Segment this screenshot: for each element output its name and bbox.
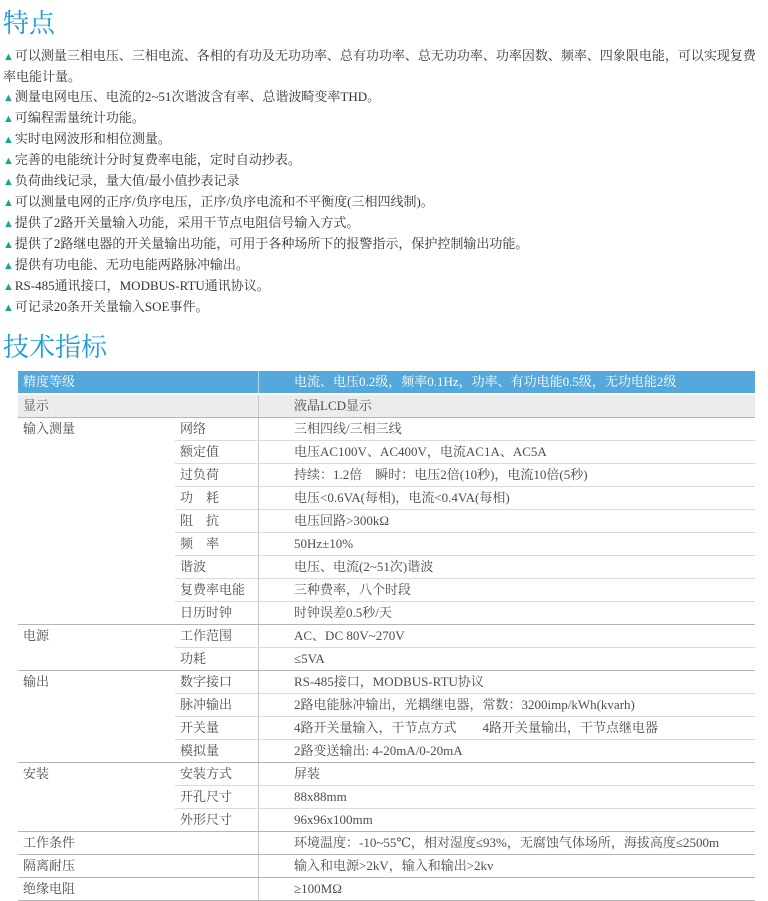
spec-value: 电压<0.6VA(每相)，电流<0.4VA(每相) <box>258 487 755 509</box>
spec-row <box>175 418 755 440</box>
spec-row <box>175 486 755 509</box>
spec-section <box>18 624 755 670</box>
spec-sublabel: 额定值 <box>180 444 220 459</box>
spec-row <box>175 739 755 762</box>
feature-text: 完善的电能统计分时复费率电能，定时自动抄表。 <box>14 152 301 167</box>
spec-section <box>18 417 755 624</box>
spec-row <box>175 440 755 463</box>
spec-value: 88x88mm <box>258 786 755 808</box>
feature-item <box>3 213 765 234</box>
spec-value: 电流、电压0.2级，频率0.1Hz，功率、有功电能0.5级，无功电能2级 <box>258 371 755 393</box>
spec-sublabel: 模拟量 <box>180 743 220 758</box>
spec-row <box>175 693 755 716</box>
spec-subrows <box>175 418 755 624</box>
feature-text: 可以测量电网的正序/负序电压，正序/负序电流和不平衡度(三相四线制)。 <box>14 194 434 209</box>
spec-category-label: 电源 <box>23 628 50 643</box>
spec-row <box>175 463 755 486</box>
spec-section <box>18 762 755 831</box>
spec-value: ≥100MΩ <box>258 878 755 900</box>
triangle-bullet-icon: ▲ <box>3 51 14 63</box>
spec-row <box>175 625 755 647</box>
spec-row <box>175 716 755 739</box>
spec-sublabel: 数字接口 <box>180 674 233 689</box>
feature-item <box>3 192 765 213</box>
spec-value: 三种费率，八个时段 <box>258 579 755 601</box>
spec-row <box>175 509 755 532</box>
spec-sublabel: 频 率 <box>180 536 220 551</box>
spec-section <box>18 831 755 854</box>
triangle-bullet-icon: ▲ <box>3 197 14 209</box>
spec-value: 电压AC100V、AC400V，电流AC1A、AC5A <box>258 441 755 463</box>
feature-list <box>3 46 765 318</box>
feature-text: 提供有功电能、无功电能两路脉冲输出。 <box>14 257 249 272</box>
spec-row <box>175 578 755 601</box>
feature-item <box>3 171 765 192</box>
spec-section <box>18 854 755 877</box>
spec-sublabel: 复费率电能 <box>180 582 246 597</box>
triangle-bullet-icon: ▲ <box>3 113 14 125</box>
spec-label: 绝缘电阻 <box>23 881 76 896</box>
spec-value: 环境温度：-10~55℃，相对湿度≤93%，无腐蚀气体场所，海拔高度≤2500m <box>258 832 755 854</box>
spec-category-label: 输出 <box>23 674 50 689</box>
feature-text: 提供了2路继电器的开关量输出功能，可用于各种场所下的报警指示，保护控制输出功能。 <box>14 236 529 251</box>
spec-row <box>175 647 755 670</box>
feature-item <box>3 150 765 171</box>
spec-sublabel: 过负荷 <box>180 467 220 482</box>
feature-text: 负荷曲线记录，量大值/最小值抄表记录 <box>14 173 240 188</box>
feature-item <box>3 234 765 255</box>
spec-label: 精度等级 <box>23 374 76 389</box>
spec-value: 4路开关量输入，干节点方式 4路开关量输出，干节点继电器 <box>258 717 755 739</box>
spec-subrows <box>175 671 755 762</box>
spec-value: 50Hz±10% <box>258 533 755 555</box>
spec-section <box>18 670 755 762</box>
spec-sublabel: 工作范围 <box>180 628 233 643</box>
spec-category-label: 安装 <box>23 766 50 781</box>
spec-subrows <box>175 625 755 670</box>
spec-value: 屏装 <box>258 763 755 785</box>
spec-row <box>175 532 755 555</box>
spec-value: RS-485接口，MODBUS-RTU协议 <box>258 671 755 693</box>
spec-section <box>18 877 755 900</box>
spec-value: 2路变送输出: 4-20mA/0-20mA <box>258 740 755 762</box>
spec-value: 时钟误差0.5秒/天 <box>258 602 755 624</box>
feature-item <box>3 87 765 108</box>
feature-text: 可以测量三相电压、三相电流、各相的有功及无功功率、总有功功率、总无功功率、功率因数、频率、四象限电能，可以实现复费率电能计量。 <box>3 48 756 84</box>
spec-sublabel: 阻 抗 <box>180 513 220 528</box>
spec-sublabel: 开关量 <box>180 720 220 735</box>
spec-row <box>175 671 755 693</box>
specs-section-title: 技术指标 <box>3 332 108 362</box>
spec-label: 显示 <box>23 398 50 413</box>
feature-item <box>3 297 765 318</box>
spec-value: ≤5VA <box>258 648 755 670</box>
triangle-bullet-icon: ▲ <box>3 218 14 230</box>
spec-sublabel: 日历时钟 <box>180 605 233 620</box>
feature-text: 测量电网电压、电流的2~51次谐波含有率、总谐波畸变率THD。 <box>14 89 381 104</box>
triangle-bullet-icon: ▲ <box>3 302 14 314</box>
spec-label: 工作条件 <box>23 835 76 850</box>
spec-row <box>175 555 755 578</box>
triangle-bullet-icon: ▲ <box>3 239 14 251</box>
feature-item <box>3 129 765 150</box>
feature-text: 提供了2路开关量输入功能，采用干节点电阻信号输入方式。 <box>14 215 360 230</box>
spec-category-label: 输入测量 <box>23 421 76 436</box>
spec-value: 96x96x100mm <box>258 809 755 831</box>
feature-text: RS-485通讯接口，MODBUS-RTU通讯协议。 <box>14 278 270 293</box>
spec-value: 2路电能脉冲输出，光耦继电器，常数：3200imp/kWh(kvarh) <box>258 694 755 716</box>
spec-section <box>18 393 755 417</box>
spec-sublabel: 功耗 <box>180 651 207 666</box>
spec-row <box>175 785 755 808</box>
triangle-bullet-icon: ▲ <box>3 134 14 146</box>
features-section-title: 特点 <box>3 8 56 38</box>
feature-text: 实时电网波形和相位测量。 <box>14 131 171 146</box>
triangle-bullet-icon: ▲ <box>3 281 14 293</box>
spec-sublabel: 开孔尺寸 <box>180 789 233 804</box>
feature-text: 可记录20条开关量输入SOE事件。 <box>14 299 209 314</box>
spec-sublabel: 网络 <box>180 421 207 436</box>
spec-section <box>18 371 755 393</box>
spec-label: 隔离耐压 <box>23 858 76 873</box>
spec-row <box>175 808 755 831</box>
spec-value: 电压回路>300kΩ <box>258 510 755 532</box>
spec-sublabel: 安装方式 <box>180 766 233 781</box>
spec-value: AC、DC 80V~270V <box>258 625 755 647</box>
spec-sublabel: 谐波 <box>180 559 207 574</box>
specs-table <box>18 371 755 901</box>
spec-value: 持续：1.2倍 瞬时：电压2倍(10秒)，电流10倍(5秒) <box>258 464 755 486</box>
feature-item <box>3 108 765 129</box>
spec-subrows <box>175 763 755 831</box>
spec-row <box>175 763 755 785</box>
spec-value: 输入和电源>2kV，输入和输出>2kv <box>258 855 755 877</box>
spec-sublabel: 功 耗 <box>180 490 220 505</box>
feature-item <box>3 276 765 297</box>
spec-sublabel: 脉冲输出 <box>180 697 233 712</box>
triangle-bullet-icon: ▲ <box>3 176 14 188</box>
spec-row <box>175 601 755 624</box>
spec-sublabel: 外形尺寸 <box>180 812 233 827</box>
spec-value: 三相四线/三相三线 <box>258 418 755 440</box>
feature-text: 可编程需量统计功能。 <box>14 110 145 125</box>
triangle-bullet-icon: ▲ <box>3 260 14 272</box>
spec-value: 液晶LCD显示 <box>258 395 755 417</box>
feature-item <box>3 255 765 276</box>
triangle-bullet-icon: ▲ <box>3 155 14 167</box>
spec-value: 电压、电流(2~51次)谐波 <box>258 556 755 578</box>
triangle-bullet-icon: ▲ <box>3 92 14 104</box>
feature-item <box>3 46 765 87</box>
